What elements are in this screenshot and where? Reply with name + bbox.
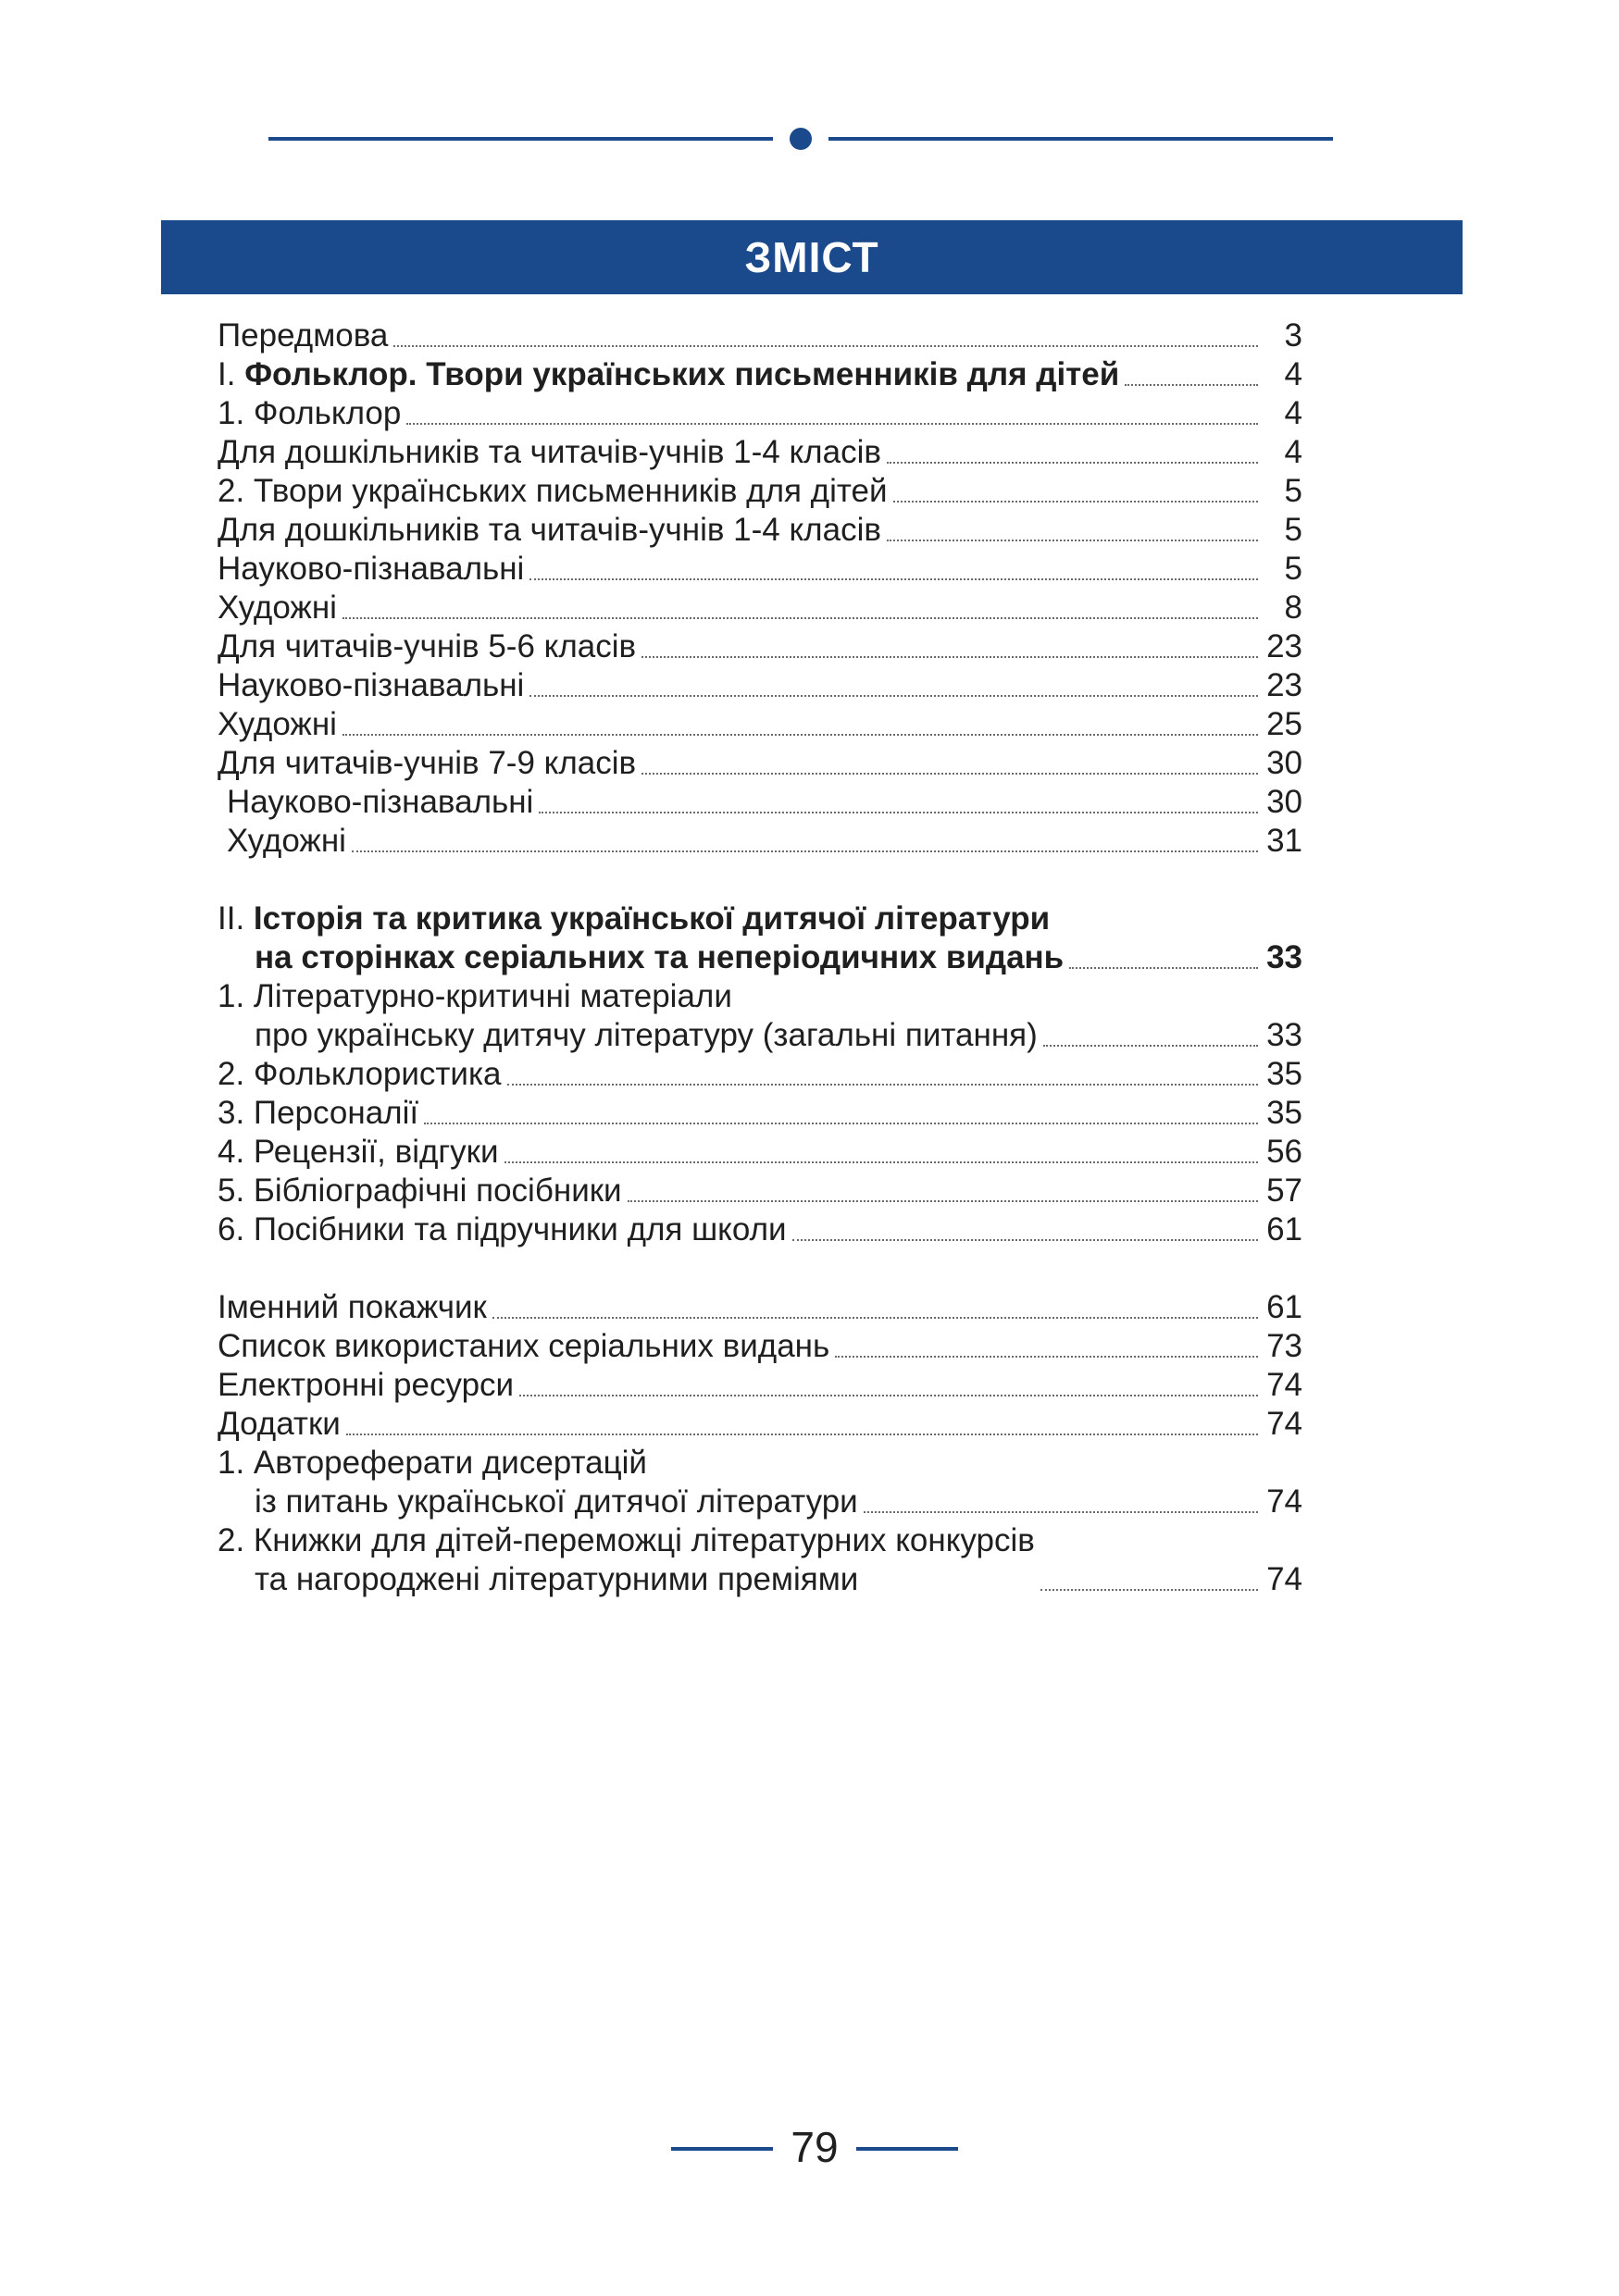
toc-page-number: 31 (1266, 823, 1302, 859)
toc-row[interactable] (218, 822, 1302, 861)
toc-entry-text: Іменний покажчик (218, 1289, 487, 1325)
toc-row[interactable] (218, 900, 1302, 977)
toc-row[interactable] (218, 1210, 1302, 1249)
toc-leader-dots (342, 734, 1258, 736)
toc-page-number: 3 (1284, 317, 1302, 354)
toc-entry-text: 2. Твори українських письменників для дітей (218, 473, 888, 509)
toc-entry-text: Для дошкільників та читачів-учнів 1-4 класів (218, 512, 881, 548)
toc-leader-dots (507, 1084, 1258, 1086)
toc-entry-text: 6. Посібники та підручники для школи (218, 1211, 787, 1247)
toc-entry-text: Науково-пізнавальні (227, 784, 534, 820)
toc-page-number: 33 (1266, 1017, 1302, 1053)
toc-row[interactable] (218, 472, 1302, 511)
toc-leader-dots (628, 1200, 1258, 1202)
top-rule-left-line (268, 137, 773, 141)
toc-page-number: 74 (1266, 1561, 1302, 1597)
toc-leader-dots (529, 695, 1258, 697)
footer-right-line (856, 2147, 958, 2151)
toc-entry-text: Художні (227, 823, 346, 859)
toc-page-number: 4 (1284, 434, 1302, 470)
toc-entry-line2: та нагороджені літературними преміями (255, 1561, 859, 1597)
toc-entry-text (218, 977, 1038, 1055)
toc-row[interactable] (218, 1405, 1302, 1444)
toc-row[interactable] (218, 1094, 1302, 1133)
toc-entry-line1: 2. Книжки для дітей-переможці літературних конкурсів (218, 1522, 1035, 1558)
toc-section-title: Фольклор. Твори українських письменників для дітей (244, 356, 1120, 392)
toc-entry-text: Для дошкільників та читачів-учнів 1-4 класів (218, 434, 881, 470)
toc-page-number: 4 (1284, 395, 1302, 431)
toc-row[interactable] (218, 1172, 1302, 1210)
toc-leader-dots (887, 540, 1258, 541)
toc-leader-dots (352, 850, 1258, 852)
page-title: ЗМІСТ (161, 220, 1463, 294)
top-rule-right-line (828, 137, 1333, 141)
toc-row[interactable] (218, 1288, 1302, 1327)
toc-page-number: 61 (1266, 1289, 1302, 1325)
toc-page-number: 30 (1266, 784, 1302, 820)
section-spacer (218, 861, 1302, 900)
toc-entry-text: Художні (218, 706, 337, 742)
toc-leader-dots (887, 462, 1258, 464)
toc-leader-dots (1125, 384, 1258, 386)
toc-row[interactable] (218, 666, 1302, 705)
toc-leader-dots (864, 1511, 1258, 1513)
toc-page-number: 4 (1284, 356, 1302, 392)
toc-row[interactable] (218, 589, 1302, 627)
toc-leader-dots (492, 1317, 1258, 1319)
toc-page-number: 56 (1266, 1134, 1302, 1170)
toc-entry-line1: 1. Автореферати дисертацій (218, 1445, 647, 1481)
toc-entry-text: Для читачів-учнів 7-9 класів (218, 745, 637, 781)
toc-entry-text: Для читачів-учнів 5-6 класів (218, 628, 637, 664)
toc-page-number: 23 (1266, 667, 1302, 703)
toc-row[interactable] (218, 394, 1302, 433)
toc-row[interactable] (218, 316, 1302, 355)
toc-entry-line1: 1. Літературно-критичні матеріали (218, 978, 732, 1014)
toc-leader-dots (792, 1239, 1258, 1241)
toc-leader-dots (519, 1395, 1258, 1396)
toc-entry-text (218, 355, 1119, 394)
table-of-contents (218, 316, 1302, 1599)
toc-leader-dots (1043, 1045, 1258, 1047)
toc-row[interactable] (218, 1055, 1302, 1094)
toc-page-number: 5 (1284, 473, 1302, 509)
toc-leader-dots (641, 656, 1258, 658)
page-number: 79 (791, 2123, 839, 2171)
toc-section-title-line1: Історія та критика української дитячої літератури (253, 900, 1051, 937)
toc-entry-text: 4. Рецензії, відгуки (218, 1134, 499, 1170)
toc-entry-text: Список використаних серіальних видань (218, 1328, 830, 1364)
toc-leader-dots (1069, 967, 1258, 969)
toc-row[interactable] (218, 783, 1302, 822)
toc-page-number: 74 (1266, 1406, 1302, 1442)
toc-entry-text: 3. Персоналії (218, 1095, 419, 1131)
toc-row[interactable] (218, 355, 1302, 394)
toc-leader-dots (342, 617, 1258, 619)
toc-row[interactable] (218, 511, 1302, 550)
toc-leader-dots (406, 423, 1258, 425)
toc-row[interactable] (218, 433, 1302, 472)
toc-page-number: 8 (1284, 590, 1302, 626)
toc-entry-text (218, 1521, 1035, 1599)
top-rule-dot (790, 128, 812, 150)
toc-row[interactable] (218, 1521, 1302, 1599)
toc-leader-dots (504, 1161, 1258, 1163)
toc-page-number: 33 (1266, 939, 1302, 975)
toc-page-number: 30 (1266, 745, 1302, 781)
toc-entry-line2: із питань української дитячої літератури (255, 1483, 858, 1520)
toc-leader-dots (529, 578, 1258, 580)
toc-page-number: 23 (1266, 628, 1302, 664)
section-spacer (218, 1249, 1302, 1288)
toc-entry-text (218, 900, 1064, 977)
toc-page-number: 25 (1266, 706, 1302, 742)
toc-entry-line2: про українську дитячу літературу (загальні питання) (255, 1017, 1038, 1053)
toc-row[interactable] (218, 705, 1302, 744)
toc-leader-dots (641, 773, 1258, 775)
toc-entry-text (218, 1444, 858, 1521)
toc-page-number: 35 (1266, 1095, 1302, 1131)
toc-page-number: 61 (1266, 1211, 1302, 1247)
toc-page-number: 74 (1266, 1367, 1302, 1403)
toc-page-number: 5 (1284, 512, 1302, 548)
toc-leader-dots (539, 812, 1258, 813)
toc-page-number: 73 (1266, 1328, 1302, 1364)
toc-leader-dots (893, 501, 1258, 503)
toc-section-title-line2: на сторінках серіальних та неперіодичних видань (255, 939, 1065, 975)
toc-entry-text: 5. Бібліографічні посібники (218, 1173, 622, 1209)
toc-entry-text: Передмова (218, 317, 389, 354)
toc-row[interactable] (218, 550, 1302, 589)
toc-row[interactable] (218, 1133, 1302, 1172)
toc-leader-dots (835, 1356, 1258, 1358)
toc-section-prefix: ІІ. (218, 900, 254, 937)
toc-page-number: 57 (1266, 1173, 1302, 1209)
toc-entry-text: Науково-пізнавальні (218, 551, 525, 587)
toc-page-number: 5 (1284, 551, 1302, 587)
toc-entry-text: 2. Фольклористика (218, 1056, 502, 1092)
toc-row[interactable] (218, 1444, 1302, 1521)
toc-row[interactable] (218, 977, 1302, 1055)
footer-left-line (671, 2147, 773, 2151)
toc-leader-dots (1040, 1589, 1258, 1591)
toc-row[interactable] (218, 1327, 1302, 1366)
top-decorative-rule (268, 128, 1333, 150)
toc-entry-text: Додатки (218, 1406, 341, 1442)
toc-entry-text: Науково-пізнавальні (218, 667, 525, 703)
toc-row[interactable] (218, 744, 1302, 783)
page-footer (671, 2119, 958, 2175)
toc-section-prefix: І. (218, 356, 245, 392)
toc-row[interactable] (218, 1366, 1302, 1405)
toc-row[interactable] (218, 627, 1302, 666)
toc-entry-text: Художні (218, 590, 337, 626)
toc-page-number: 74 (1266, 1483, 1302, 1520)
toc-page-number: 35 (1266, 1056, 1302, 1092)
toc-leader-dots (346, 1433, 1258, 1435)
toc-entry-text: 1. Фольклор (218, 395, 402, 431)
toc-entry-text: Електронні ресурси (218, 1367, 515, 1403)
toc-leader-dots (393, 345, 1258, 347)
toc-leader-dots (424, 1123, 1258, 1124)
